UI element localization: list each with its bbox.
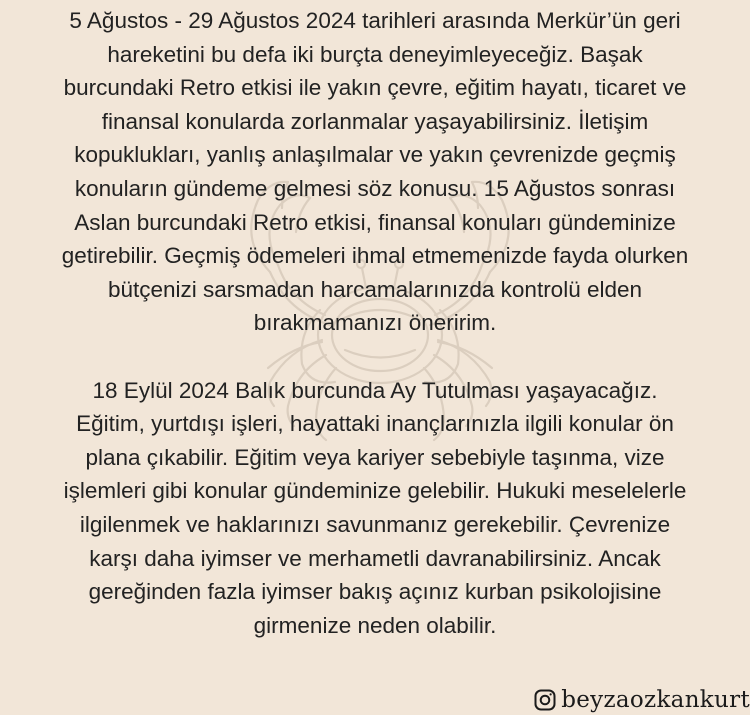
text-line: burcundaki Retro etkisi ile yakın çevre, eğitim hayatı, ticaret ve xyxy=(63,75,687,101)
text-line: 18 Eylül 2024 Balık burcunda Ay Tutulması yaşayacağız. xyxy=(92,377,658,403)
text-line: 5 Ağustos - 29 Ağustos 2024 tarihleri arasında Merkür’ün geri xyxy=(69,8,681,33)
text-line: gereğinden fazla iyimser bakış açınız kurban psikolojisine xyxy=(88,579,662,605)
paragraph-mercury-retrograde xyxy=(0,4,750,340)
instagram-handle[interactable] xyxy=(533,685,750,715)
text-line: bırakmamanızı öneririm. xyxy=(253,310,497,336)
text-line: karşı daha iyimser ve merhametli davranabilirsiniz. Ancak xyxy=(89,545,661,571)
text-line: işlemleri gibi konular gündeminize gelebilir. Hukuki meselelerle xyxy=(63,478,687,504)
paragraph-lunar-eclipse xyxy=(0,374,750,643)
text-line: hareketini bu defa iki burçta deneyimleyeceğiz. Başak xyxy=(107,41,643,67)
text-line: girmenize neden olabilir. xyxy=(253,612,497,638)
handle-text: beyzaozkankurt xyxy=(561,687,750,713)
text-line: konuların gündeme gelmesi söz konusu. 15 Ağustos sonrası xyxy=(74,175,676,201)
text-line: Aslan burcundaki Retro etkisi, finansal konuları gündeminize xyxy=(74,209,676,235)
text-line: ilgilenmek ve haklarınızı savunmanız gerekebilir. Çevrenize xyxy=(79,511,671,537)
instagram-icon xyxy=(533,688,557,712)
article-body xyxy=(0,4,750,642)
text-line: plana çıkabilir. Eğitim veya kariyer sebebiyle taşınma, vize xyxy=(85,444,665,470)
paragraph-gap xyxy=(0,340,750,374)
text-line: getirebilir. Geçmiş ödemeleri ihmal etmemenizde fayda olurken xyxy=(61,243,689,269)
text-line: finansal konularda zorlanmalar yaşayabilirsiniz. İletişim xyxy=(101,108,649,134)
text-line: bütçenizi sarsmadan harcamalarınızda kontrolü elden xyxy=(107,276,643,302)
text-line: kopuklukları, yanlış anlaşılmalar ve yakın çevrenizde geçmiş xyxy=(74,142,676,168)
text-line: Eğitim, yurtdışı işleri, hayattaki inançlarınızla ilgili konular ön xyxy=(76,411,674,437)
